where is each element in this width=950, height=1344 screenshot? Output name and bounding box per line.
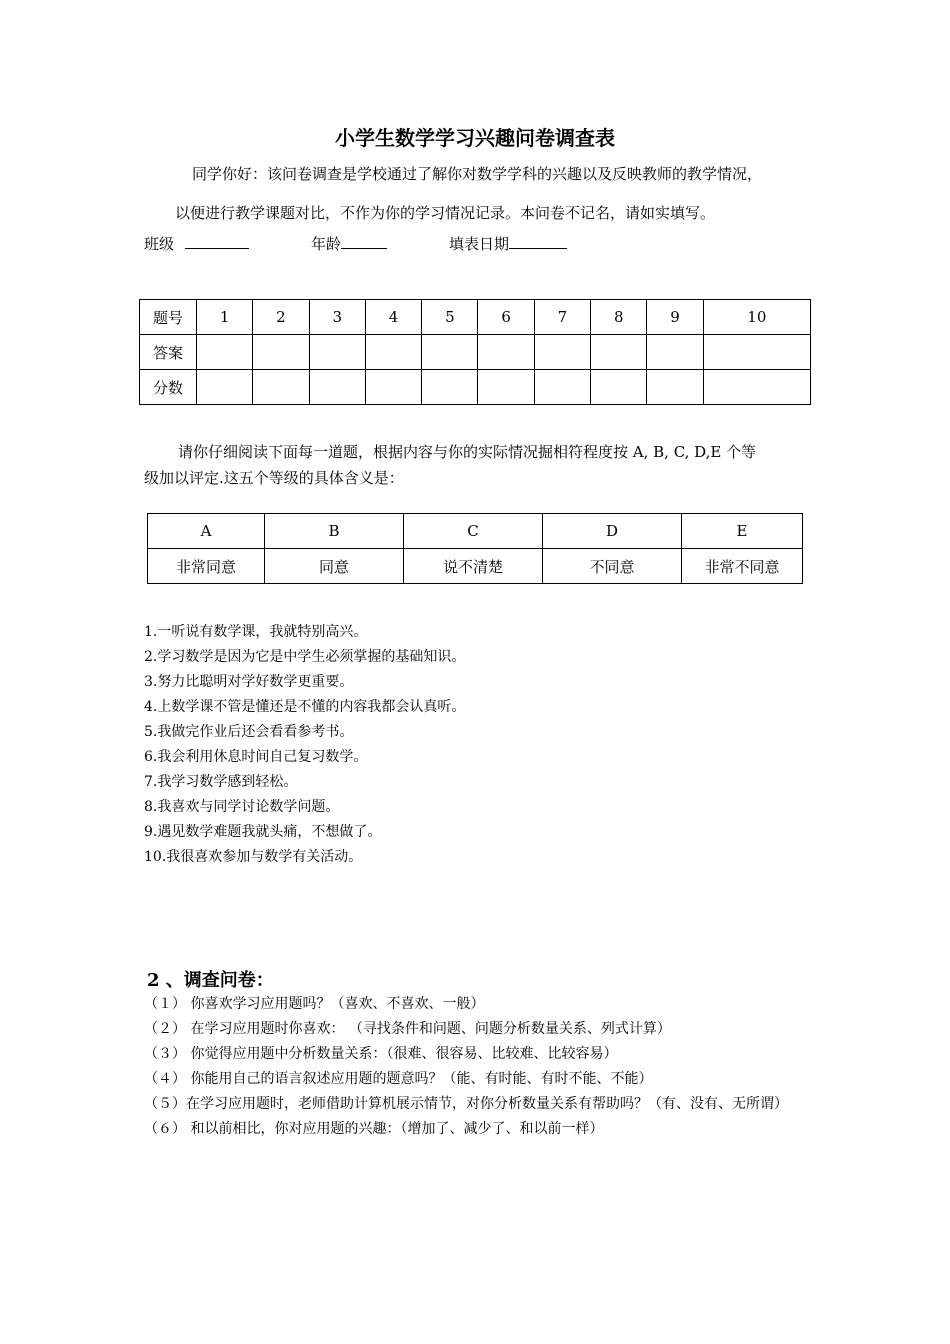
number-row: [140, 300, 811, 335]
grade-letter: B: [265, 514, 404, 549]
score-cell[interactable]: [478, 370, 534, 405]
number-cell: 10: [703, 300, 810, 335]
answer-cell[interactable]: [703, 335, 810, 370]
answer-table: [139, 299, 811, 405]
grade-meaning: 同意: [265, 549, 404, 584]
answer-cell[interactable]: [253, 335, 309, 370]
survey-item: （４） 你能用自己的语言叙述应用题的题意吗？（能、有时能、有时不能、不能）: [144, 1071, 653, 1087]
survey-item: （３） 你觉得应用题中分析数量关系：（很难、很容易、比较难、比较容易）: [144, 1046, 618, 1062]
score-cell[interactable]: [647, 370, 703, 405]
question-item: 9.遇见数学难题我就头痛，不想做了。: [144, 824, 382, 840]
grade-meaning-row: [148, 549, 803, 584]
grade-table: [147, 513, 803, 584]
grade-letter-row: [148, 514, 803, 549]
grade-letter: C: [404, 514, 543, 549]
class-blank[interactable]: [185, 234, 249, 249]
number-cell: 7: [534, 300, 590, 335]
section2-heading: 2 、调查问卷：: [147, 970, 274, 991]
intro-line-1: 同学你好：该问卷调查是学校通过了解你对数学学科的兴趣以及反映教师的教学情况，: [192, 165, 763, 183]
number-cell: 2: [253, 300, 309, 335]
survey-item: （２） 在学习应用题时你喜欢： （寻找条件和问题、问题分析数量关系、列式计算）: [144, 1021, 671, 1037]
answer-cell[interactable]: [197, 335, 253, 370]
answer-cell[interactable]: [478, 335, 534, 370]
number-cell: 6: [478, 300, 534, 335]
question-item: 2.学习数学是因为它是中学生必须掌握的基础知识。: [144, 649, 466, 665]
question-item: 10.我很喜欢参加与数学有关活动。: [144, 849, 363, 865]
grade-meaning: 说不清楚: [404, 549, 543, 584]
grade-meaning: 不同意: [543, 549, 682, 584]
row-label: 分数: [140, 370, 197, 405]
instructions-line-2: 级加以评定.这五个等级的具体含义是：: [144, 469, 404, 487]
answer-cell[interactable]: [591, 335, 647, 370]
grade-letter: A: [148, 514, 265, 549]
answer-row: [140, 335, 811, 370]
page-title: 小学生数学学习兴趣问卷调查表: [335, 126, 615, 150]
instructions-line-1: 请你仔细阅读下面每一道题，根据内容与你的实际情况掘相符程度按 A, B, C, D,E 个等: [178, 443, 757, 461]
number-cell: 1: [197, 300, 253, 335]
number-cell: 3: [309, 300, 365, 335]
answer-cell[interactable]: [422, 335, 478, 370]
survey-item: （１） 你喜欢学习应用题吗？（喜欢、不喜欢、一般）: [144, 996, 485, 1012]
age-blank[interactable]: [341, 234, 387, 249]
survey-item: （６） 和以前相比，你对应用题的兴趣：（增加了、减少了、和以前一样）: [144, 1121, 604, 1137]
score-cell[interactable]: [365, 370, 421, 405]
number-cell: 5: [422, 300, 478, 335]
survey-list: [144, 992, 824, 1142]
grade-letter: D: [543, 514, 682, 549]
number-cell: 8: [591, 300, 647, 335]
row-label: 答案: [140, 335, 197, 370]
score-cell[interactable]: [534, 370, 590, 405]
score-cell[interactable]: [422, 370, 478, 405]
answer-cell[interactable]: [309, 335, 365, 370]
class-field: [144, 233, 249, 254]
number-cell: 9: [647, 300, 703, 335]
score-row: [140, 370, 811, 405]
date-label: 填表日期: [449, 235, 510, 253]
number-cell: 4: [365, 300, 421, 335]
answer-cell[interactable]: [365, 335, 421, 370]
age-label: 年龄: [311, 235, 342, 253]
score-cell[interactable]: [591, 370, 647, 405]
question-item: 1.一听说有数学课，我就特别高兴。: [144, 624, 368, 640]
date-field: [449, 233, 567, 254]
grade-meaning: 非常同意: [148, 549, 265, 584]
question-item: 5.我做完作业后还会看看参考书。: [144, 724, 354, 740]
header-cell: 题号: [140, 300, 197, 335]
survey-item: （５）在学习应用题时，老师借助计算机展示情节，对你分析数量关系有帮助吗？（有、没有、无所谓）: [144, 1096, 788, 1112]
answer-cell[interactable]: [647, 335, 703, 370]
score-cell[interactable]: [197, 370, 253, 405]
answer-cell[interactable]: [534, 335, 590, 370]
date-blank[interactable]: [509, 234, 567, 249]
question-list: [144, 620, 465, 870]
question-item: 6.我会利用休息时间自己复习数学。: [144, 749, 368, 765]
score-cell[interactable]: [253, 370, 309, 405]
grade-letter: E: [682, 514, 803, 549]
question-item: 4.上数学课不管是懂还是不懂的内容我都会认真听。: [144, 699, 466, 715]
question-item: 7.我学习数学感到轻松。: [144, 774, 298, 790]
score-cell[interactable]: [703, 370, 810, 405]
intro-line-2: 以便进行教学课题对比，不作为你的学习情况记录。本问卷不记名，请如实填写。: [175, 204, 716, 222]
class-label: 班级: [144, 235, 175, 253]
age-field: [311, 233, 387, 254]
question-item: 3.努力比聪明对学好数学更重要。: [144, 674, 354, 690]
grade-meaning: 非常不同意: [682, 549, 803, 584]
score-cell[interactable]: [309, 370, 365, 405]
question-item: 8.我喜欢与同学讨论数学问题。: [144, 799, 340, 815]
